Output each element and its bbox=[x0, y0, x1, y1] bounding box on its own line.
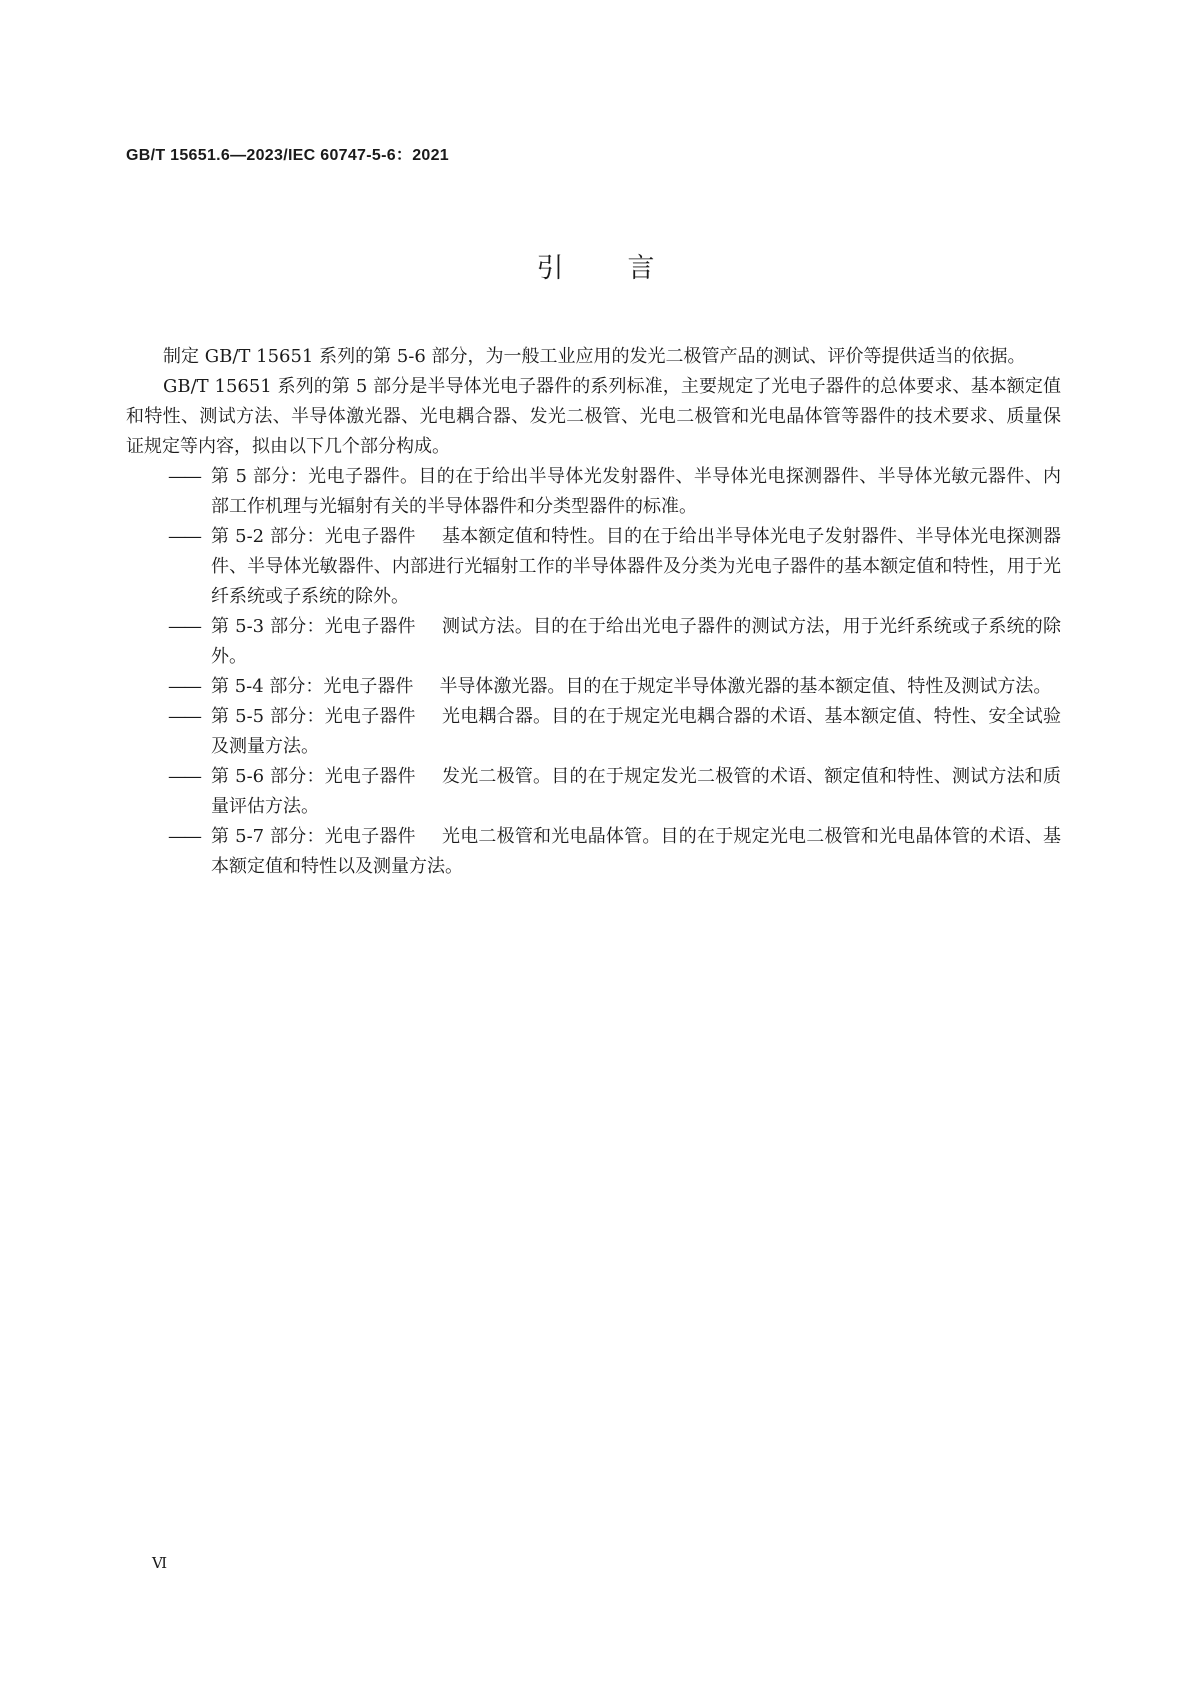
intro-paragraph-1: 制定 GB/T 15651 系列的第 5-6 部分，为一般工业应用的发光二极管产品的测试、评价等提供适当的依据。 bbox=[163, 346, 1026, 367]
list-item bbox=[126, 702, 1061, 762]
part-label: 第 5-6 部分：光电子器件 bbox=[211, 766, 416, 787]
part-name: 光电耦合器。 bbox=[441, 706, 552, 727]
standard-number-header: GB/T 15651.6—2023/IEC 60747-5-6：2021 bbox=[126, 147, 449, 164]
part-label: 第 5-3 部分：光电子器件 bbox=[211, 616, 416, 637]
parts-list bbox=[126, 462, 1061, 882]
part-desc: 目的在于给出半导体光电子发射器件、半导体光电探测器件、半导体光敏器件、内部进行光辐射工作的半导体器件及分类为光电子器件的基本额定值和特性，用于光纤系统或子系统的除外。 bbox=[211, 526, 1062, 607]
list-item bbox=[126, 522, 1061, 612]
list-item bbox=[126, 762, 1061, 822]
dash-bullet: —— bbox=[168, 526, 200, 547]
dash-bullet: —— bbox=[168, 676, 200, 697]
part-desc: 目的在于规定半导体激光器的基本额定值、特性及测试方法。 bbox=[565, 676, 1052, 697]
list-item bbox=[126, 672, 1061, 702]
page-title: 引言 bbox=[536, 253, 719, 284]
part-label: 第 5-4 部分：光电子器件 bbox=[211, 676, 414, 697]
dash-bullet: —— bbox=[168, 826, 200, 847]
list-item bbox=[126, 822, 1061, 882]
part-name: 基本额定值和特性。 bbox=[441, 526, 606, 547]
part-name: 光电二极管和光电晶体管。 bbox=[441, 826, 661, 847]
part-desc: 目的在于规定光电耦合器的术语、基本额定值、特性、安全试验及测量方法。 bbox=[211, 706, 1062, 757]
dash-bullet: —— bbox=[168, 706, 200, 727]
dash-bullet: —— bbox=[168, 616, 200, 637]
list-item bbox=[126, 612, 1061, 672]
part-label: 第 5-2 部分：光电子器件 bbox=[211, 526, 416, 547]
part-label: 第 5-5 部分：光电子器件 bbox=[211, 706, 416, 727]
intro-paragraph-2: GB/T 15651 系列的第 5 部分是半导体光电子器件的系列标准，主要规定了光电子器件的总体要求、基本额定值和特性、测试方法、半导体激光器、光电耦合器、发光二极管、光电二极管和光电晶体管等器件的技术要求、质量保证规定等内容，拟由以下几个部分构成。 bbox=[126, 376, 1061, 457]
part-desc: 目的在于给出半导体光发射器件、半导体光电探测器件、半导体光敏元器件、内部工作机理与光辐射有关的半导体器件和分类型器件的标准。 bbox=[211, 466, 1061, 517]
page-number: Ⅵ bbox=[152, 1554, 168, 1572]
dash-bullet: —— bbox=[168, 466, 200, 487]
dash-bullet: —— bbox=[168, 766, 200, 787]
part-desc: 目的在于规定发光二极管的术语、额定值和特性、测试方法和质量评估方法。 bbox=[211, 766, 1062, 817]
part-desc: 目的在于规定光电二极管和光电晶体管的术语、基本额定值和特性以及测量方法。 bbox=[211, 826, 1062, 877]
part-label: 第 5-7 部分：光电子器件 bbox=[211, 826, 416, 847]
part-name: 半导体激光器。 bbox=[439, 676, 566, 697]
introduction-body bbox=[126, 342, 1061, 882]
part-name: 发光二极管。 bbox=[441, 766, 552, 787]
part-desc: 目的在于给出光电子器件的测试方法，用于光纤系统或子系统的除外。 bbox=[211, 616, 1062, 667]
list-item bbox=[126, 462, 1061, 522]
part-label: 第 5 部分：光电子器件。 bbox=[211, 466, 419, 487]
part-name: 测试方法。 bbox=[441, 616, 534, 637]
